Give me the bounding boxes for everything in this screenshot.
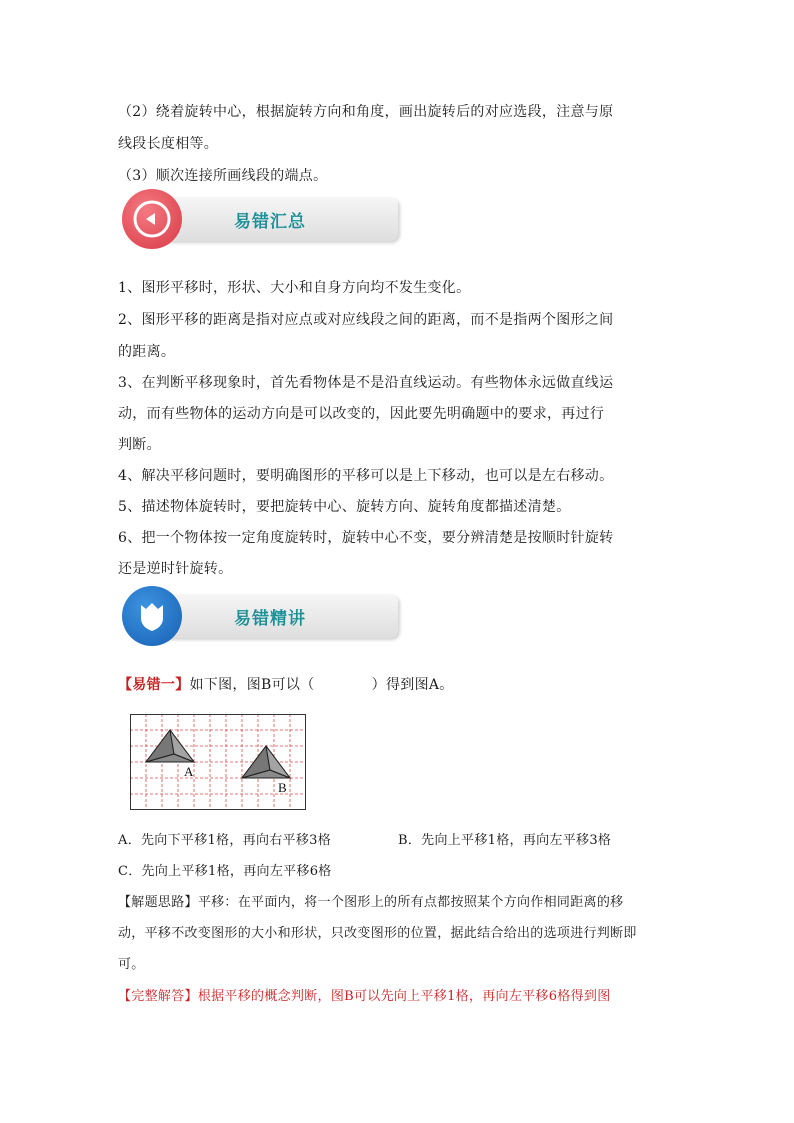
answer-line (118, 987, 611, 1007)
option-a: A．先向下平移1格，再向右平移3格 (118, 833, 332, 848)
label-b: B (278, 780, 287, 795)
translation-grid-figure (130, 714, 306, 810)
mistake-3-line-2: 动，而有些物体的运动方向是可以改变的，因此要先明确题中的要求，再过行 (118, 406, 605, 422)
question-tag: 【易错一】 (118, 677, 190, 693)
analysis-line-3: 可。 (118, 957, 145, 972)
shield-icon (122, 586, 182, 646)
option-c: C．先向上平移1格，再向左平移6格 (118, 864, 332, 879)
section-title: 易错汇总 (234, 212, 306, 232)
question-line (118, 675, 454, 695)
mistake-6-line-2: 还是逆时针旋转。 (118, 561, 233, 577)
section-banner-mistake-summary (122, 195, 402, 245)
analysis-line-1 (118, 893, 623, 913)
mistake-4: 4、解决平移问题时，要明确图形的平移可以是上下移动，也可以是左右移动。 (118, 468, 614, 484)
analysis-tag: 【解题思路】 (118, 895, 198, 910)
answer-text: 根据平移的概念判断，图B可以先向上平移1格，再向左平移6格得到图 (197, 989, 611, 1004)
section-banner-mistake-explained (122, 592, 402, 642)
label-a: A (184, 764, 194, 779)
mistake-2-line-1: 2、图形平移的距离是指对应点或对应线段之间的距离，而不是指两个图形之间 (118, 312, 614, 328)
analysis-text: 平移：在平面内，将一个图形上的所有点都按照某个方向作相同距离的移 (197, 895, 624, 910)
play-back-icon (122, 189, 182, 249)
section-title: 易错精讲 (234, 609, 306, 629)
mistake-3-line-1: 3、在判断平移现象时，首先看物体是不是沿直线运动。有些物体永远做直线运 (118, 375, 614, 391)
step-2-line-2: 线段长度相等。 (118, 136, 219, 152)
mistake-2-line-2: 的距离。 (118, 344, 176, 360)
mistake-6-line-1: 6、把一个物体按一定角度旋转时，旋转中心不变，要分辨清楚是按顺时针旋转 (118, 530, 614, 546)
answer-tag: 【完整解答】 (118, 989, 198, 1004)
analysis-line-2: 动，平移不改变图形的大小和形状，只改变图形的位置，据此结合给出的选项进行判断即 (118, 926, 637, 941)
step-3-line: （3）顺次连接所画线段的端点。 (118, 168, 328, 184)
mistake-5: 5、描述物体旋转时，要把旋转中心、旋转方向、旋转角度都描述清楚。 (118, 499, 571, 515)
question-text: 如下图，图B可以（ ）得到图A。 (189, 677, 454, 693)
option-b: B．先向上平移1格，再向左平移3格 (398, 833, 612, 848)
step-2-line-1: （2）绕着旋转中心，根据旋转方向和角度，画出旋转后的对应选段，注意与原 (118, 104, 614, 120)
mistake-3-line-3: 判断。 (118, 437, 161, 453)
mistake-1: 1、图形平移时，形状、大小和自身方向均不发生变化。 (118, 280, 471, 296)
